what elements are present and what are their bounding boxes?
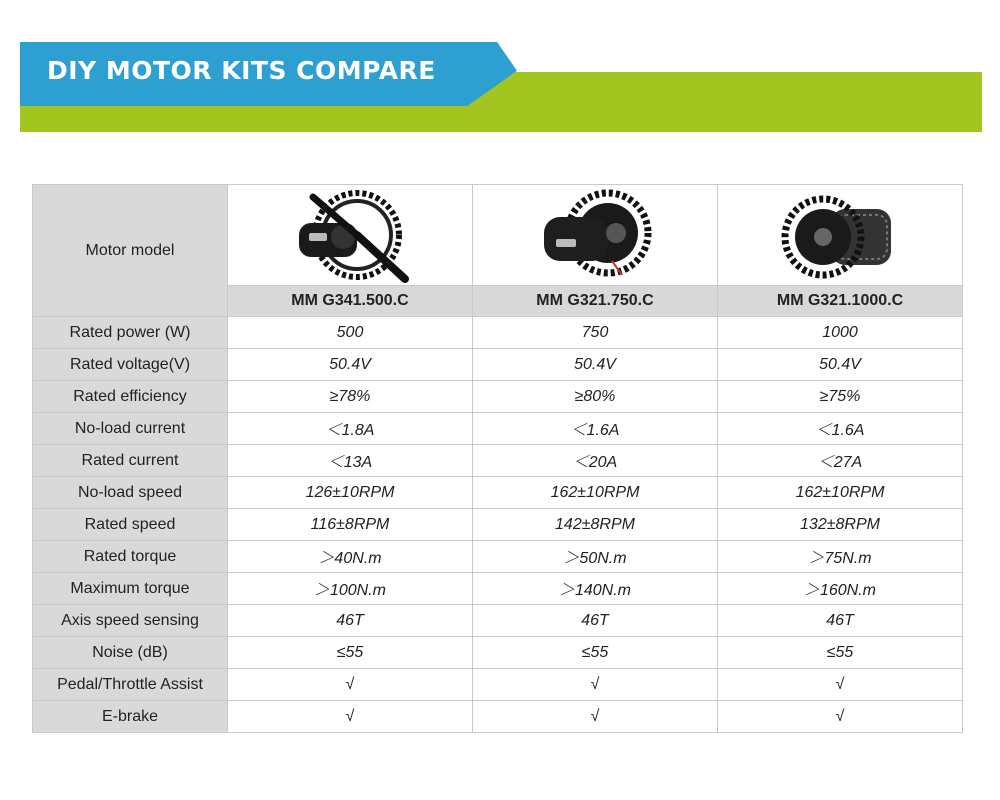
table-row xyxy=(33,701,963,733)
row-value: √ xyxy=(228,701,473,733)
row-value: 46T xyxy=(718,605,963,637)
row-label: Maximum torque xyxy=(33,573,228,605)
row-value: ＞40N.m xyxy=(228,541,473,573)
motor-model-header: Motor model xyxy=(33,185,228,317)
table-row xyxy=(33,573,963,605)
row-value: ≤55 xyxy=(473,637,718,669)
motor-photo-g321-750-icon xyxy=(544,193,648,275)
table-row xyxy=(33,413,963,445)
row-value: √ xyxy=(473,701,718,733)
model-name-1: MM G341.500.C xyxy=(228,286,473,317)
row-value: √ xyxy=(473,669,718,701)
table-row xyxy=(33,349,963,381)
row-value: ＜1.8A xyxy=(228,413,473,445)
row-value: 162±10RPM xyxy=(473,477,718,509)
row-value: 50.4V xyxy=(473,349,718,381)
table-row xyxy=(33,605,963,637)
row-label: Rated speed xyxy=(33,509,228,541)
row-label: Rated power (W) xyxy=(33,317,228,349)
row-value: 132±8RPM xyxy=(718,509,963,541)
row-label: Axis speed sensing xyxy=(33,605,228,637)
row-value: 50.4V xyxy=(228,349,473,381)
row-label: Rated efficiency xyxy=(33,381,228,413)
table-row xyxy=(33,669,963,701)
model-name-2: MM G321.750.C xyxy=(473,286,718,317)
row-label: No-load current xyxy=(33,413,228,445)
row-value: 50.4V xyxy=(718,349,963,381)
row-label: Rated voltage(V) xyxy=(33,349,228,381)
row-value: √ xyxy=(228,669,473,701)
row-value: ≤55 xyxy=(718,637,963,669)
row-value: ＞50N.m xyxy=(473,541,718,573)
table-row xyxy=(33,445,963,477)
row-value: ＜13A xyxy=(228,445,473,477)
row-value: ＜1.6A xyxy=(473,413,718,445)
row-value: 46T xyxy=(228,605,473,637)
row-value: ＞100N.m xyxy=(228,573,473,605)
row-label: No-load speed xyxy=(33,477,228,509)
row-value: 1000 xyxy=(718,317,963,349)
row-value: 162±10RPM xyxy=(718,477,963,509)
row-value: √ xyxy=(718,701,963,733)
motor-image-2 xyxy=(473,185,718,286)
model-name-3: MM G321.1000.C xyxy=(718,286,963,317)
row-value: 500 xyxy=(228,317,473,349)
row-value: ≤55 xyxy=(228,637,473,669)
motor-photo-g341-icon xyxy=(299,193,405,279)
table-row xyxy=(33,637,963,669)
table-row xyxy=(33,381,963,413)
row-value: ≥80% xyxy=(473,381,718,413)
row-label: E-brake xyxy=(33,701,228,733)
row-value: ＞75N.m xyxy=(718,541,963,573)
row-value: 750 xyxy=(473,317,718,349)
row-value: ≥78% xyxy=(228,381,473,413)
row-value: ＞140N.m xyxy=(473,573,718,605)
motor-image-3 xyxy=(718,185,963,286)
row-value: 46T xyxy=(473,605,718,637)
page-title: DIY MOTOR KITS COMPARE xyxy=(47,56,436,85)
table-row xyxy=(33,509,963,541)
motor-image-1 xyxy=(228,185,473,286)
row-value: ≥75% xyxy=(718,381,963,413)
table-row xyxy=(33,317,963,349)
row-value: ＞160N.m xyxy=(718,573,963,605)
row-value: ＜1.6A xyxy=(718,413,963,445)
row-label: Rated current xyxy=(33,445,228,477)
row-value: 116±8RPM xyxy=(228,509,473,541)
comparison-table xyxy=(32,184,963,733)
row-label: Rated torque xyxy=(33,541,228,573)
table-row xyxy=(33,541,963,573)
motor-photo-g321-1000-icon xyxy=(785,199,891,275)
row-label: Noise (dB) xyxy=(33,637,228,669)
row-label: Pedal/Throttle Assist xyxy=(33,669,228,701)
row-value: 126±10RPM xyxy=(228,477,473,509)
row-value: 142±8RPM xyxy=(473,509,718,541)
row-value: ＜20A xyxy=(473,445,718,477)
row-value: ＜27A xyxy=(718,445,963,477)
row-value: √ xyxy=(718,669,963,701)
table-row xyxy=(33,477,963,509)
